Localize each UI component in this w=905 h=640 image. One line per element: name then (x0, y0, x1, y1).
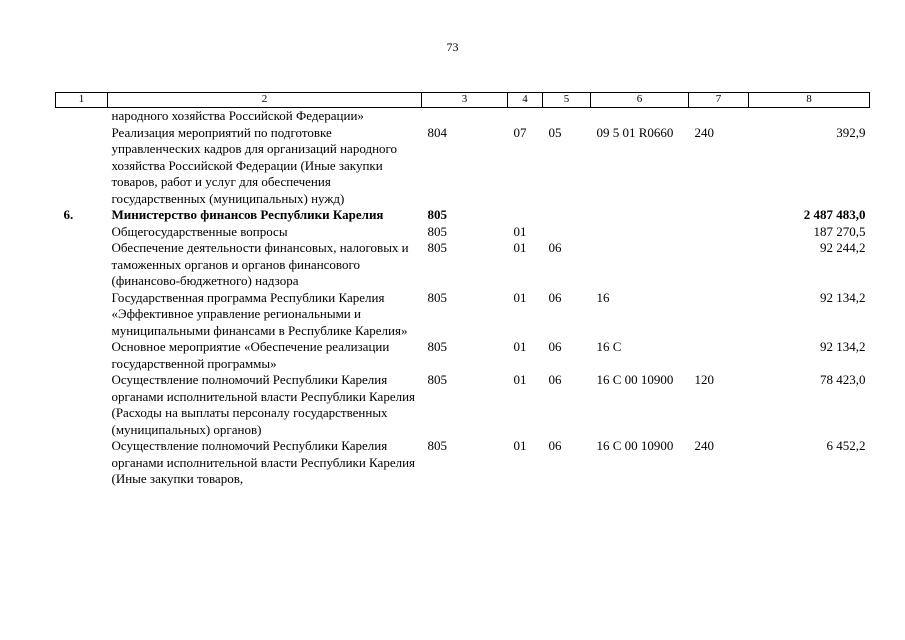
budget-table (55, 92, 870, 488)
section-code: 01 (513, 372, 527, 387)
ministry-code: 804 (427, 124, 447, 140)
table-row (56, 108, 870, 125)
section-code: 07 (513, 124, 527, 140)
table-row (56, 224, 870, 241)
row-number (56, 224, 108, 241)
row-number: 6. (63, 207, 74, 222)
ministry-code: 805 (427, 289, 447, 305)
amount: 2 487 483,0 (803, 207, 866, 222)
row-number (56, 108, 108, 125)
target-article-code: 16 С (596, 339, 622, 354)
column-header: 4 (508, 93, 543, 108)
table-row (56, 438, 870, 488)
amount: 392,9 (836, 124, 866, 140)
table-row (56, 125, 870, 208)
expense-type-code (689, 290, 749, 340)
table-body (56, 108, 870, 488)
row-number (56, 438, 108, 488)
table-row (56, 290, 870, 340)
ministry-code: 805 (427, 372, 447, 387)
amount: 187 270,5 (813, 223, 866, 239)
ministry-code: 805 (427, 438, 447, 453)
amount (749, 108, 870, 125)
section-code: 01 (513, 289, 527, 305)
section-code: 01 (513, 438, 527, 453)
amount: 92 244,2 (820, 240, 866, 255)
table-row (56, 207, 870, 224)
target-article-code (591, 108, 689, 125)
expense-name: Основное мероприятие «Обеспечение реализации государственной программы» (111, 339, 390, 371)
target-article-code: 16 (596, 289, 610, 305)
subsection-code: 06 (548, 438, 562, 453)
subsection-code (543, 224, 591, 241)
subsection-code: 05 (548, 124, 562, 140)
expense-type-code (689, 207, 749, 224)
ministry-code: 805 (427, 223, 447, 239)
subsection-code: 06 (548, 372, 562, 387)
target-article-code (591, 240, 689, 290)
page-number: 73 (446, 40, 459, 54)
expense-name: Осуществление полномочий Республики Карелия органами исполнительной власти Республики Карелия (Иные закупки товаров, (111, 438, 416, 486)
column-header: 8 (749, 93, 870, 108)
subsection-code (543, 108, 591, 125)
row-number (56, 125, 108, 208)
expense-name: Общегосударственные вопросы (111, 223, 288, 239)
expense-type-code: 240 (694, 124, 714, 140)
expense-name: Осуществление полномочий Республики Карелия органами исполнительной власти Республики Карелия (Расходы на выплаты персоналу государственных (муниципальных) органов) (111, 372, 416, 437)
column-header: 6 (591, 93, 689, 108)
subsection-code (543, 207, 591, 224)
column-header: 1 (56, 93, 108, 108)
ministry-code: 805 (427, 207, 447, 222)
amount: 92 134,2 (820, 339, 866, 354)
section-code: 01 (513, 240, 527, 255)
target-article-code: 16 С 00 10900 (596, 438, 674, 453)
row-number (56, 240, 108, 290)
subsection-code: 06 (548, 339, 562, 354)
row-number (56, 339, 108, 372)
table-row (56, 240, 870, 290)
expense-name: Реализация мероприятий по подготовке управленческих кадров для организаций народного хозяйства Российской Федерации (Иные закупки товаров, работ и услуг для обеспечения государственных (муниципальных) нужд) (111, 124, 398, 206)
column-header: 2 (108, 93, 422, 108)
section-code: 01 (513, 339, 527, 354)
subsection-code: 06 (548, 240, 562, 255)
column-number-row (56, 93, 870, 108)
table-row (56, 372, 870, 438)
ministry-code (422, 108, 508, 125)
section-code (508, 108, 543, 125)
expense-name: Обеспечение деятельности финансовых, налоговых и таможенных органов и органов финансового (финансово-бюджетного) надзора (111, 240, 409, 288)
expense-name: Министерство финансов Республики Карелия (111, 207, 384, 222)
expense-name: народного хозяйства Российской Федерации» (111, 108, 364, 123)
expense-name: Государственная программа Республики Карелия «Эффективное управление региональными и муниципальными финансами в Республике Карелия» (111, 289, 408, 338)
row-number (56, 372, 108, 438)
subsection-code: 06 (548, 289, 562, 305)
target-article-code (591, 224, 689, 241)
target-article-code (591, 207, 689, 224)
column-header: 5 (543, 93, 591, 108)
ministry-code: 805 (427, 240, 447, 255)
expense-type-code: 120 (694, 372, 714, 387)
target-article-code: 16 С 00 10900 (596, 372, 674, 387)
ministry-code: 805 (427, 339, 447, 354)
target-article-code: 09 5 01 R0660 (596, 124, 674, 140)
amount: 78 423,0 (820, 372, 866, 387)
amount: 92 134,2 (820, 289, 866, 305)
row-number (56, 290, 108, 340)
section-code: 01 (513, 223, 527, 239)
column-header: 7 (689, 93, 749, 108)
expense-type-code (689, 224, 749, 241)
amount: 6 452,2 (826, 438, 866, 453)
expense-type-code (689, 108, 749, 125)
expense-type-code (689, 240, 749, 290)
expense-type-code (689, 339, 749, 372)
expense-type-code: 240 (694, 438, 714, 453)
section-code (508, 207, 543, 224)
table-row (56, 339, 870, 372)
column-header: 3 (422, 93, 508, 108)
